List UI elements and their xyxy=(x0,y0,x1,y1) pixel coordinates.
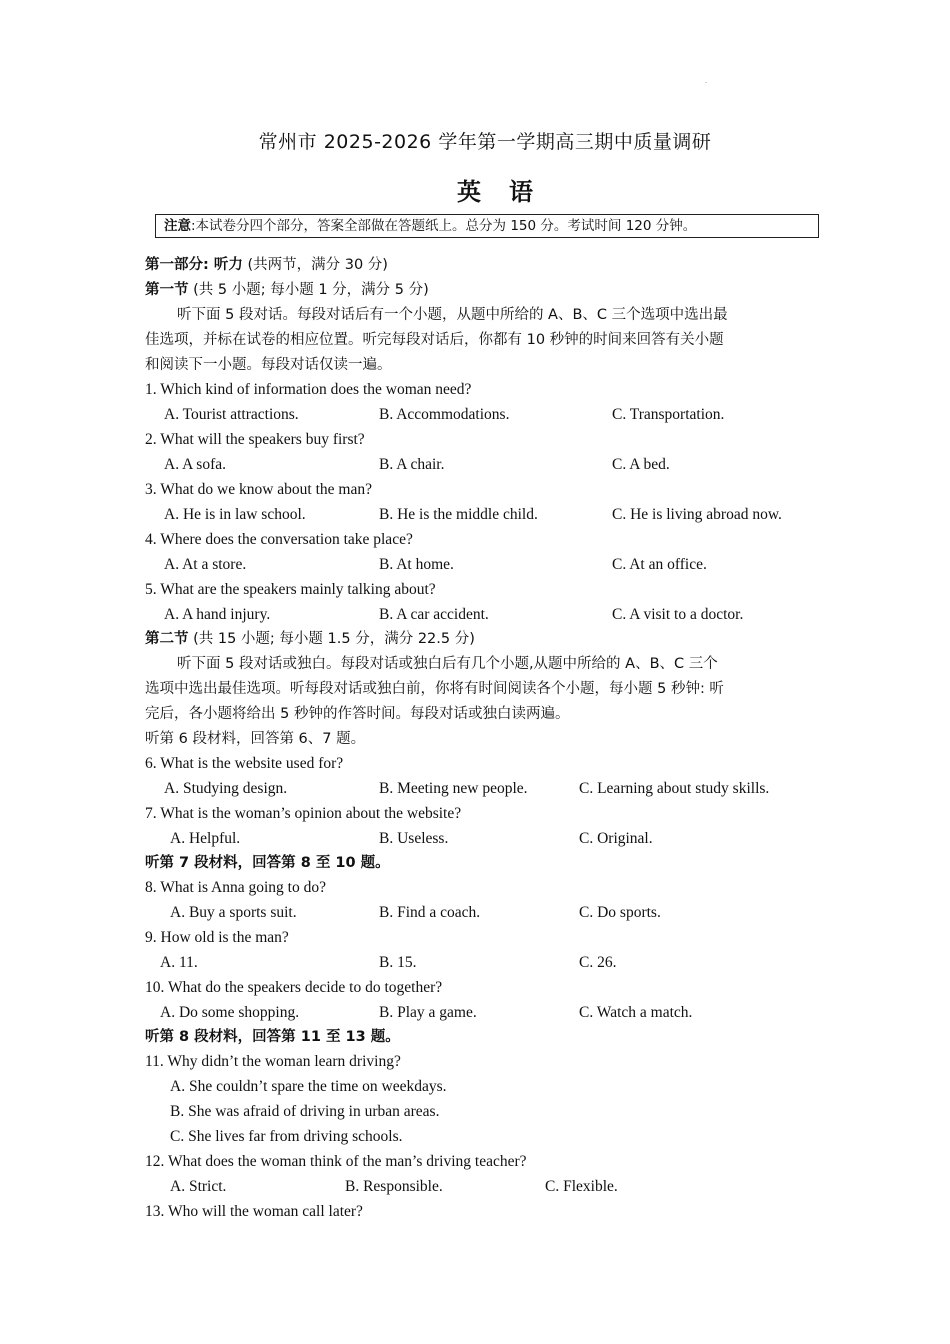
question-stem: 6. What is the website used for? xyxy=(145,755,344,772)
option-b: B. Play a game. xyxy=(379,1004,477,1021)
section1-instructions-line: 和阅读下一小题。每段对话仅读一遍。 xyxy=(145,357,392,373)
option-a: A. Tourist attractions. xyxy=(164,406,299,423)
material-7-heading: 听第 7 段材料，回答第 8 至 10 题。 xyxy=(145,855,390,871)
question-stem: 13. Who will the woman call later? xyxy=(145,1203,363,1220)
subject-char-2: 语 xyxy=(509,178,533,206)
option-b: B. Meeting new people. xyxy=(379,780,528,797)
option-b: B. She was afraid of driving in urban areas. xyxy=(170,1103,440,1120)
section2-instructions-line: 选项中选出最佳选项。听每段对话或独白前，你将有时间阅读各个小题，每小题 5 秒钟: 听 xyxy=(145,681,724,697)
section2-instructions-line: 听下面 5 段对话或独白。每段对话或独白后有几个小题,从题中所给的 A、B、C 三个 xyxy=(177,656,718,672)
question-stem: 9. How old is the man? xyxy=(145,929,289,946)
question-stem: 4. Where does the conversation take place? xyxy=(145,531,413,548)
question-stem: 11. Why didn’t the woman learn driving? xyxy=(145,1053,401,1070)
question-stem: 12. What does the woman think of the man’s driving teacher? xyxy=(145,1153,527,1170)
option-c: C. 26. xyxy=(579,954,617,971)
option-c: C. Transportation. xyxy=(612,406,725,423)
option-a: A. Do some shopping. xyxy=(160,1004,300,1021)
option-b: B. Accommodations. xyxy=(379,406,510,423)
option-b: B. A chair. xyxy=(379,456,445,473)
section2-heading: 第二节 (共 15 小题; 每小题 1.5 分，满分 22.5 分) xyxy=(145,631,475,647)
option-b: B. A car accident. xyxy=(379,606,489,623)
option-a: A. A hand injury. xyxy=(164,606,271,623)
question-stem: 7. What is the woman’s opinion about the website? xyxy=(145,805,462,822)
question-stem: 8. What is Anna going to do? xyxy=(145,879,326,896)
option-c: C. Flexible. xyxy=(545,1178,618,1195)
notice-text: :本试卷分四个部分，答案全部做在答题纸上。总分为 150 分。考试时间 120 分钟。 xyxy=(191,218,697,234)
option-c: C. Learning about study skills. xyxy=(579,780,770,797)
question-stem: 1. Which kind of information does the woman need? xyxy=(145,381,472,398)
section1-heading: 第一节 (共 5 小题; 每小题 1 分，满分 5 分) xyxy=(145,282,429,298)
question-stem: 2. What will the speakers buy first? xyxy=(145,431,365,448)
option-c: C. She lives far from driving schools. xyxy=(170,1128,403,1145)
section2-instructions-line: 完后，各小题将给出 5 秒钟的作答时间。每段对话或独白读两遍。 xyxy=(145,706,570,722)
subject-char-1: 英 xyxy=(457,178,481,206)
option-a: A. Helpful. xyxy=(170,830,241,847)
option-b: B. Useless. xyxy=(379,830,449,847)
option-a: A. 11. xyxy=(160,954,198,971)
option-a: A. Studying design. xyxy=(164,780,288,797)
material-8-heading: 听第 8 段材料，回答第 11 至 13 题。 xyxy=(145,1029,400,1045)
option-c: C. He is living abroad now. xyxy=(612,506,782,523)
option-c: C. Watch a match. xyxy=(579,1004,693,1021)
option-c: C. At an office. xyxy=(612,556,707,573)
option-b: B. Responsible. xyxy=(345,1178,443,1195)
option-c: C. A visit to a doctor. xyxy=(612,606,744,623)
exam-notice xyxy=(155,214,819,238)
notice-label: 注意 xyxy=(164,218,191,234)
option-a: A. At a store. xyxy=(164,556,247,573)
page-dot: . xyxy=(705,76,707,85)
page-title: 常州市 2025-2026 学年第一学期高三期中质量调研 xyxy=(258,131,712,153)
option-a: A. Strict. xyxy=(170,1178,227,1195)
option-a: A. He is in law school. xyxy=(164,506,306,523)
option-c: C. Original. xyxy=(579,830,653,847)
option-b: B. Find a coach. xyxy=(379,904,481,921)
subject-heading xyxy=(0,172,950,207)
option-a: A. She couldn’t spare the time on weekdays. xyxy=(170,1078,447,1095)
section1-instructions-line: 听下面 5 段对话。每段对话后有一个小题，从题中所给的 A、B、C 三个选项中选出最 xyxy=(177,307,728,323)
question-stem: 10. What do the speakers decide to do together? xyxy=(145,979,443,996)
option-b: B. He is the middle child. xyxy=(379,506,538,523)
question-stem: 3. What do we know about the man? xyxy=(145,481,372,498)
section1-instructions-line: 佳选项，并标在试卷的相应位置。听完每段对话后，你都有 10 秒钟的时间来回答有关小题 xyxy=(145,332,724,348)
option-c: C. A bed. xyxy=(612,456,670,473)
option-a: A. A sofa. xyxy=(164,456,226,473)
option-c: C. Do sports. xyxy=(579,904,661,921)
option-a: A. Buy a sports suit. xyxy=(170,904,297,921)
option-b: B. 15. xyxy=(379,954,417,971)
question-stem: 5. What are the speakers mainly talking about? xyxy=(145,581,436,598)
option-b: B. At home. xyxy=(379,556,454,573)
part1-heading: 第一部分: 听力 (共两节，满分 30 分) xyxy=(145,257,388,273)
material-6-heading: 听第 6 段材料，回答第 6、7 题。 xyxy=(145,731,366,747)
